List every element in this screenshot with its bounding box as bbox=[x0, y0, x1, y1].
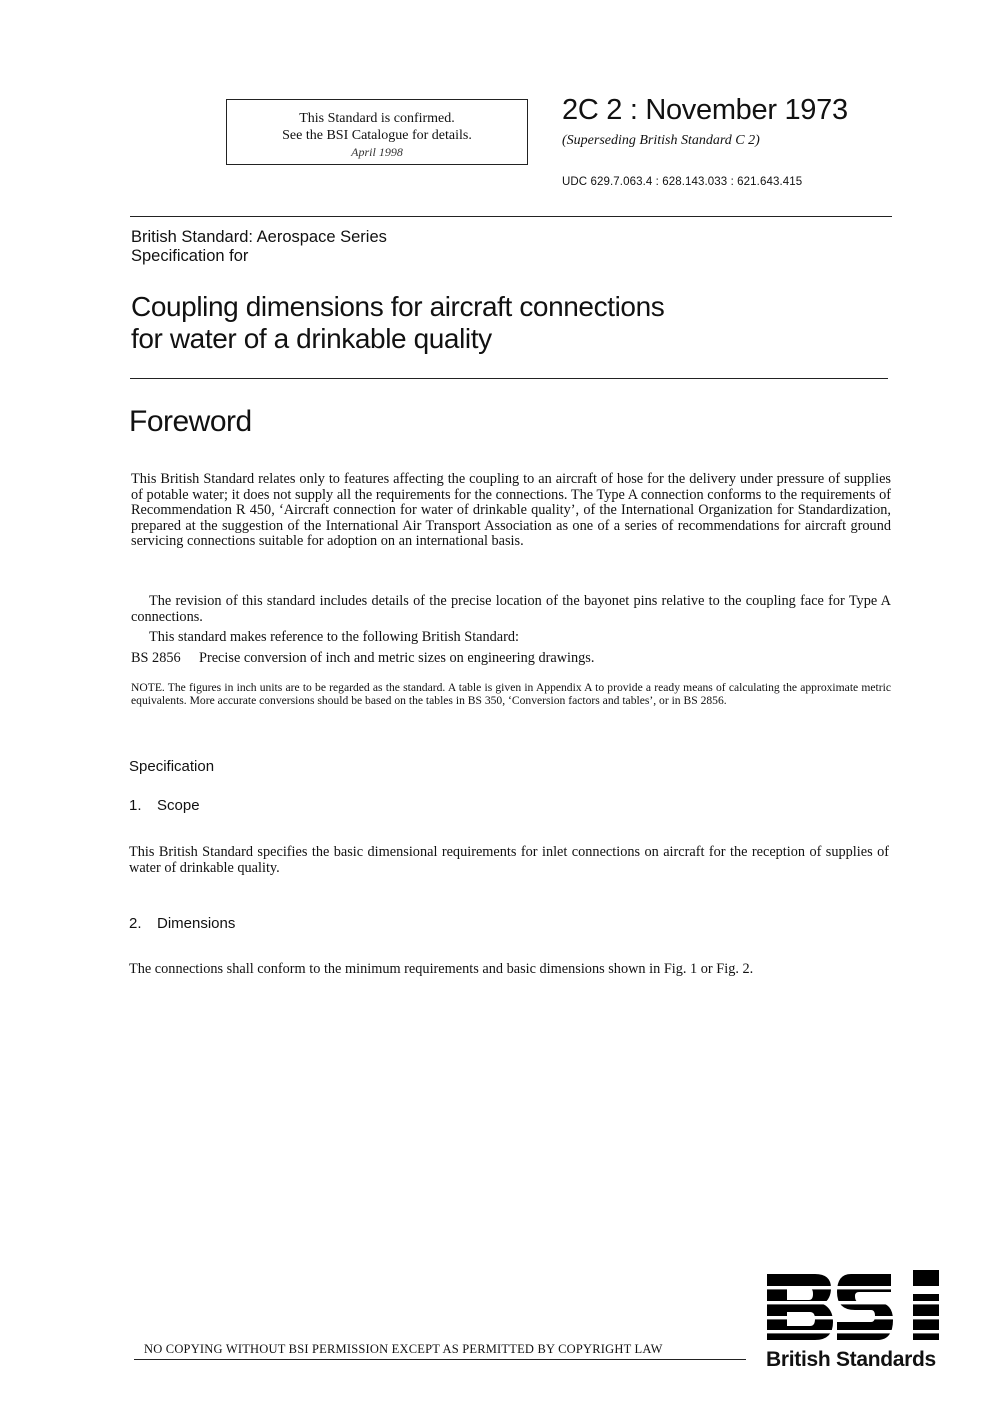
title-divider bbox=[130, 378, 888, 379]
copyright-notice: NO COPYING WITHOUT BSI PERMISSION EXCEPT AS PERMITTED BY COPYRIGHT LAW bbox=[144, 1342, 663, 1356]
confirmation-box bbox=[226, 99, 528, 165]
top-divider bbox=[130, 216, 892, 217]
udc-code: UDC 629.7.063.4 : 628.143.033 : 621.643.415 bbox=[562, 176, 803, 188]
note-paragraph: NOTE. The figures in inch units are to be regarded as the standard. A table is given in Appendix A to provide a ready means of calculating the approximate metric equivalents. More accurate conversions should be based on the tables in BS 350, ‘Conversion factors and tables’, or in BS 2856. bbox=[131, 681, 891, 707]
series-line-2: Specification for bbox=[131, 247, 249, 265]
foreword-heading: Foreword bbox=[129, 405, 252, 438]
dimensions-number: 2. bbox=[129, 915, 142, 932]
scope-title: Scope bbox=[157, 797, 200, 814]
scope-heading bbox=[129, 797, 200, 814]
bsi-logo-icon bbox=[765, 1268, 943, 1346]
series-line-1: British Standard: Aerospace Series bbox=[131, 228, 387, 246]
dimensions-text: The connections shall conform to the minimum requirements and basic dimensions shown in Fig. 1 or Fig. 2. bbox=[129, 961, 754, 977]
dimensions-heading bbox=[129, 915, 235, 932]
scope-number: 1. bbox=[129, 797, 142, 814]
reference-code: BS 2856 bbox=[131, 650, 181, 666]
title-line-2: for water of a drinkable quality bbox=[131, 323, 492, 354]
foreword-paragraph-3: This standard makes reference to the following British Standard: bbox=[149, 629, 520, 645]
foreword-paragraph-2: The revision of this standard includes details of the precise location of the bayonet pins relative to the coupling face for Type A connections. bbox=[131, 593, 891, 625]
bsi-caption: British Standards bbox=[766, 1348, 936, 1371]
confirmation-date: April 1998 bbox=[351, 145, 403, 159]
foreword-paragraph-1: This British Standard relates only to features affecting the coupling to an aircraft of hose for the delivery under pressure of supplies of potable water; it does not supply all the requirements for the connections. The Type A connection conforms to the requirements of Recommendation R 450, ‘Aircraft connection for water of drinkable quality’, of the International Organization for Standardization, prepared at the suggestion of the International Air Transport Association as one of a series of recommendations for aircraft ground servicing connections suitable for adoption on an international basis. bbox=[131, 471, 891, 550]
document-title bbox=[131, 291, 664, 355]
reference-title: Precise conversion of inch and metric sizes on engineering drawings. bbox=[199, 650, 595, 666]
specification-heading: Specification bbox=[129, 758, 215, 775]
series-label bbox=[131, 228, 387, 266]
scope-text: This British Standard specifies the basic dimensional requirements for inlet connections on aircraft for the reception of supplies of water of drinkable quality. bbox=[129, 844, 889, 876]
title-line-1: Coupling dimensions for aircraft connections bbox=[131, 291, 665, 322]
standard-number: 2C 2 : November 1973 bbox=[562, 94, 848, 126]
reference-entry bbox=[131, 650, 594, 667]
footer-divider bbox=[134, 1359, 746, 1360]
dimensions-title: Dimensions bbox=[157, 915, 236, 932]
confirmation-line-2: See the BSI Catalogue for details. bbox=[282, 128, 472, 143]
confirmation-line-1: This Standard is confirmed. bbox=[299, 111, 455, 126]
superseding-note: (Superseding British Standard C 2) bbox=[562, 133, 760, 148]
